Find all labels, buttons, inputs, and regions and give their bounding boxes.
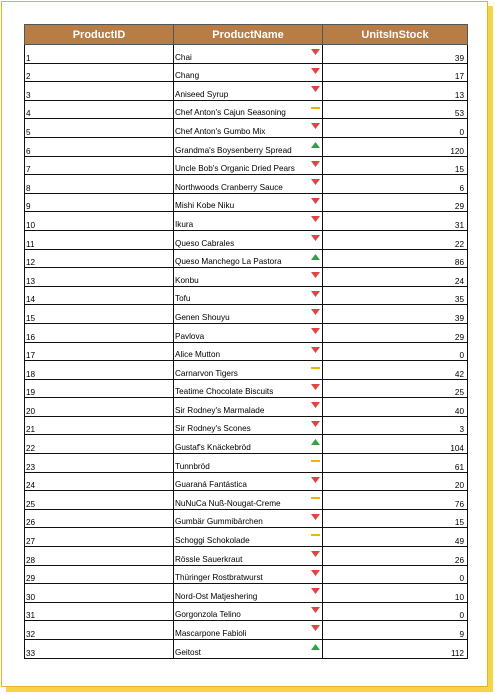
product-name-cell <box>174 137 323 156</box>
product-name-text: Sir Rodney's Marmalade <box>175 405 265 415</box>
units-in-stock-cell: 0 <box>323 119 468 138</box>
product-name-cell <box>174 565 323 584</box>
table-row <box>25 305 468 324</box>
table-row <box>25 621 468 640</box>
table-row <box>25 342 468 361</box>
product-name-text: Chef Anton's Cajun Seasoning <box>175 108 286 118</box>
product-id-cell: 24 <box>25 472 174 491</box>
table-body <box>25 45 468 659</box>
trend-down-icon <box>311 291 320 297</box>
product-name-cell <box>174 379 323 398</box>
trend-up-icon <box>311 439 320 445</box>
product-name-text: Queso Cabrales <box>175 238 235 248</box>
table-row <box>25 547 468 566</box>
table-row <box>25 268 468 287</box>
product-name-text: NuNuCa Nuß-Nougat-Creme <box>175 498 281 508</box>
trend-down-icon <box>311 570 320 576</box>
product-name-text: Gustaf's Knäckebröd <box>175 443 251 453</box>
product-id-cell: 5 <box>25 119 174 138</box>
units-in-stock-cell: 29 <box>323 323 468 342</box>
units-in-stock-cell: 9 <box>323 621 468 640</box>
trend-down-icon <box>311 421 320 427</box>
product-name-cell <box>174 528 323 547</box>
table-row <box>25 119 468 138</box>
product-name-cell <box>174 509 323 528</box>
product-name-cell <box>174 100 323 119</box>
trend-down-icon <box>311 235 320 241</box>
product-name-cell <box>174 602 323 621</box>
trend-flat-icon <box>311 365 320 371</box>
product-id-cell: 3 <box>25 82 174 101</box>
trend-down-icon <box>311 384 320 390</box>
table-row <box>25 416 468 435</box>
units-in-stock-cell: 40 <box>323 398 468 417</box>
product-id-cell: 2 <box>25 63 174 82</box>
trend-down-icon <box>311 179 320 185</box>
product-id-cell: 12 <box>25 249 174 268</box>
table-row <box>25 100 468 119</box>
product-name-text: Thüringer Rostbratwurst <box>175 573 263 583</box>
product-name-cell <box>174 640 323 659</box>
product-id-cell: 19 <box>25 379 174 398</box>
trend-down-icon <box>311 402 320 408</box>
product-name-text: Queso Manchego La Pastora <box>175 257 282 267</box>
trend-down-icon <box>311 68 320 74</box>
product-name-text: Guaraná Fantástica <box>175 480 247 490</box>
table-row <box>25 528 468 547</box>
product-name-cell <box>174 249 323 268</box>
trend-down-icon <box>311 588 320 594</box>
table-row <box>25 193 468 212</box>
product-name-cell <box>174 45 323 64</box>
trend-flat-icon <box>311 105 320 111</box>
product-id-cell: 8 <box>25 175 174 194</box>
product-id-cell: 6 <box>25 137 174 156</box>
product-id-cell: 33 <box>25 640 174 659</box>
products-table <box>24 24 468 659</box>
units-in-stock-cell: 17 <box>323 63 468 82</box>
product-name-text: Carnarvon Tigers <box>175 368 238 378</box>
product-name-text: Aniseed Syrup <box>175 89 229 99</box>
product-id-cell: 22 <box>25 435 174 454</box>
product-name-text: Rössle Sauerkraut <box>175 554 243 564</box>
product-name-text: Teatime Chocolate Biscuits <box>175 387 274 397</box>
product-name-cell <box>174 584 323 603</box>
units-in-stock-cell: 53 <box>323 100 468 119</box>
units-in-stock-cell: 39 <box>323 305 468 324</box>
product-name-text: Gorgonzola Telino <box>175 610 241 620</box>
units-in-stock-cell: 31 <box>323 212 468 231</box>
units-in-stock-cell: 3 <box>323 416 468 435</box>
product-id-cell: 18 <box>25 361 174 380</box>
product-name-text: Chef Anton's Gumbo Mix <box>175 126 266 136</box>
product-name-text: Tunnbröd <box>175 461 210 471</box>
table-row <box>25 156 468 175</box>
units-in-stock-cell: 49 <box>323 528 468 547</box>
product-name-text: Sir Rodney's Scones <box>175 424 251 434</box>
product-name-cell <box>174 268 323 287</box>
product-id-cell: 17 <box>25 342 174 361</box>
table-row <box>25 175 468 194</box>
product-name-cell <box>174 416 323 435</box>
table-row <box>25 398 468 417</box>
product-id-cell: 21 <box>25 416 174 435</box>
units-in-stock-cell: 0 <box>323 565 468 584</box>
table-row <box>25 640 468 659</box>
table-row <box>25 63 468 82</box>
product-name-cell <box>174 361 323 380</box>
table-row <box>25 435 468 454</box>
table-row <box>25 491 468 510</box>
product-id-cell: 9 <box>25 193 174 212</box>
product-name-cell <box>174 547 323 566</box>
product-name-cell <box>174 305 323 324</box>
units-in-stock-cell: 15 <box>323 156 468 175</box>
product-name-text: Genen Shouyu <box>175 312 230 322</box>
product-name-text: Geitost <box>175 647 201 657</box>
table-row <box>25 509 468 528</box>
units-in-stock-cell: 26 <box>323 547 468 566</box>
product-id-cell: 4 <box>25 100 174 119</box>
trend-down-icon <box>311 198 320 204</box>
trend-flat-icon <box>311 495 320 501</box>
product-id-cell: 31 <box>25 602 174 621</box>
product-name-cell <box>174 286 323 305</box>
units-in-stock-cell: 112 <box>323 640 468 659</box>
product-name-cell <box>174 323 323 342</box>
units-in-stock-cell: 13 <box>323 82 468 101</box>
product-id-cell: 16 <box>25 323 174 342</box>
product-name-text: Mishi Kobe Niku <box>175 201 235 211</box>
product-name-text: Chang <box>175 71 200 81</box>
product-id-cell: 28 <box>25 547 174 566</box>
product-id-cell: 10 <box>25 212 174 231</box>
units-in-stock-cell: 104 <box>323 435 468 454</box>
product-name-text: Ikura <box>175 219 194 229</box>
product-id-cell: 23 <box>25 454 174 473</box>
trend-down-icon <box>311 86 320 92</box>
units-in-stock-cell: 42 <box>323 361 468 380</box>
product-id-cell: 32 <box>25 621 174 640</box>
units-in-stock-cell: 15 <box>323 509 468 528</box>
trend-down-icon <box>311 625 320 631</box>
product-id-cell: 26 <box>25 509 174 528</box>
units-in-stock-cell: 6 <box>323 175 468 194</box>
product-name-cell <box>174 230 323 249</box>
header-productname[interactable]: ProductName <box>174 25 323 45</box>
product-id-cell: 25 <box>25 491 174 510</box>
units-in-stock-cell: 25 <box>323 379 468 398</box>
product-id-cell: 20 <box>25 398 174 417</box>
trend-down-icon <box>311 272 320 278</box>
trend-up-icon <box>311 142 320 148</box>
trend-down-icon <box>311 161 320 167</box>
product-name-cell <box>174 491 323 510</box>
product-id-cell: 30 <box>25 584 174 603</box>
table-row <box>25 323 468 342</box>
trend-down-icon <box>311 477 320 483</box>
trend-flat-icon <box>311 458 320 464</box>
units-in-stock-cell: 20 <box>323 472 468 491</box>
trend-down-icon <box>311 49 320 55</box>
product-name-cell <box>174 342 323 361</box>
product-name-text: Tofu <box>175 294 191 304</box>
product-name-text: Konbu <box>175 275 199 285</box>
units-in-stock-cell: 86 <box>323 249 468 268</box>
units-in-stock-cell: 0 <box>323 602 468 621</box>
units-in-stock-cell: 35 <box>323 286 468 305</box>
units-in-stock-cell: 24 <box>323 268 468 287</box>
trend-down-icon <box>311 514 320 520</box>
units-in-stock-cell: 0 <box>323 342 468 361</box>
product-name-text: Mascarpone Fabioli <box>175 629 247 638</box>
table-row <box>25 230 468 249</box>
table-row <box>25 602 468 621</box>
product-name-text: Uncle Bob's Organic Dried Pears <box>175 164 295 174</box>
product-id-cell: 27 <box>25 528 174 547</box>
table-row <box>25 286 468 305</box>
product-name-text: Alice Mutton <box>175 350 221 360</box>
units-in-stock-cell: 120 <box>323 137 468 156</box>
product-name-cell <box>174 82 323 101</box>
product-name-cell <box>174 193 323 212</box>
product-name-cell <box>174 119 323 138</box>
product-id-cell: 29 <box>25 565 174 584</box>
table-row <box>25 454 468 473</box>
table-row <box>25 249 468 268</box>
units-in-stock-cell: 39 <box>323 45 468 64</box>
trend-down-icon <box>311 328 320 334</box>
trend-down-icon <box>311 607 320 613</box>
product-id-cell: 14 <box>25 286 174 305</box>
product-name-text: Northwoods Cranberry Sauce <box>175 182 283 192</box>
product-name-text: Pavlova <box>175 331 205 341</box>
trend-flat-icon <box>311 532 320 538</box>
table-row <box>25 82 468 101</box>
product-name-cell <box>174 454 323 473</box>
product-name-cell <box>174 398 323 417</box>
units-in-stock-cell: 22 <box>323 230 468 249</box>
table-row <box>25 212 468 231</box>
table-row <box>25 565 468 584</box>
product-name-cell <box>174 175 323 194</box>
trend-down-icon <box>311 123 320 129</box>
table-row <box>25 137 468 156</box>
trend-down-icon <box>311 551 320 557</box>
table-row <box>25 361 468 380</box>
product-name-text: Chai <box>175 52 192 62</box>
header-productid[interactable]: ProductID <box>25 25 174 45</box>
product-id-cell: 15 <box>25 305 174 324</box>
header-unitsinstock[interactable]: UnitsInStock <box>323 25 468 45</box>
trend-up-icon <box>311 254 320 260</box>
product-id-cell: 7 <box>25 156 174 175</box>
report-page <box>1 1 488 687</box>
units-in-stock-cell: 29 <box>323 193 468 212</box>
table-row <box>25 379 468 398</box>
product-name-cell <box>174 63 323 82</box>
header-row <box>25 25 468 45</box>
units-in-stock-cell: 61 <box>323 454 468 473</box>
table-row <box>25 45 468 64</box>
table-row <box>25 472 468 491</box>
trend-down-icon <box>311 347 320 353</box>
table-row <box>25 584 468 603</box>
product-id-cell: 1 <box>25 45 174 64</box>
product-name-cell <box>174 156 323 175</box>
product-name-text: Schoggi Schokolade <box>175 536 250 546</box>
trend-down-icon <box>311 216 320 222</box>
product-name-cell <box>174 621 323 640</box>
product-name-cell <box>174 435 323 454</box>
trend-down-icon <box>311 309 320 315</box>
product-name-text: Gumbär Gummibärchen <box>175 517 263 527</box>
product-id-cell: 13 <box>25 268 174 287</box>
product-name-cell <box>174 212 323 231</box>
units-in-stock-cell: 10 <box>323 584 468 603</box>
trend-up-icon <box>311 644 320 650</box>
units-in-stock-cell: 76 <box>323 491 468 510</box>
product-name-text: Nord-Ost Matjeshering <box>175 591 258 601</box>
product-id-cell: 11 <box>25 230 174 249</box>
product-name-text: Grandma's Boysenberry Spread <box>175 145 292 155</box>
product-name-cell <box>174 472 323 491</box>
